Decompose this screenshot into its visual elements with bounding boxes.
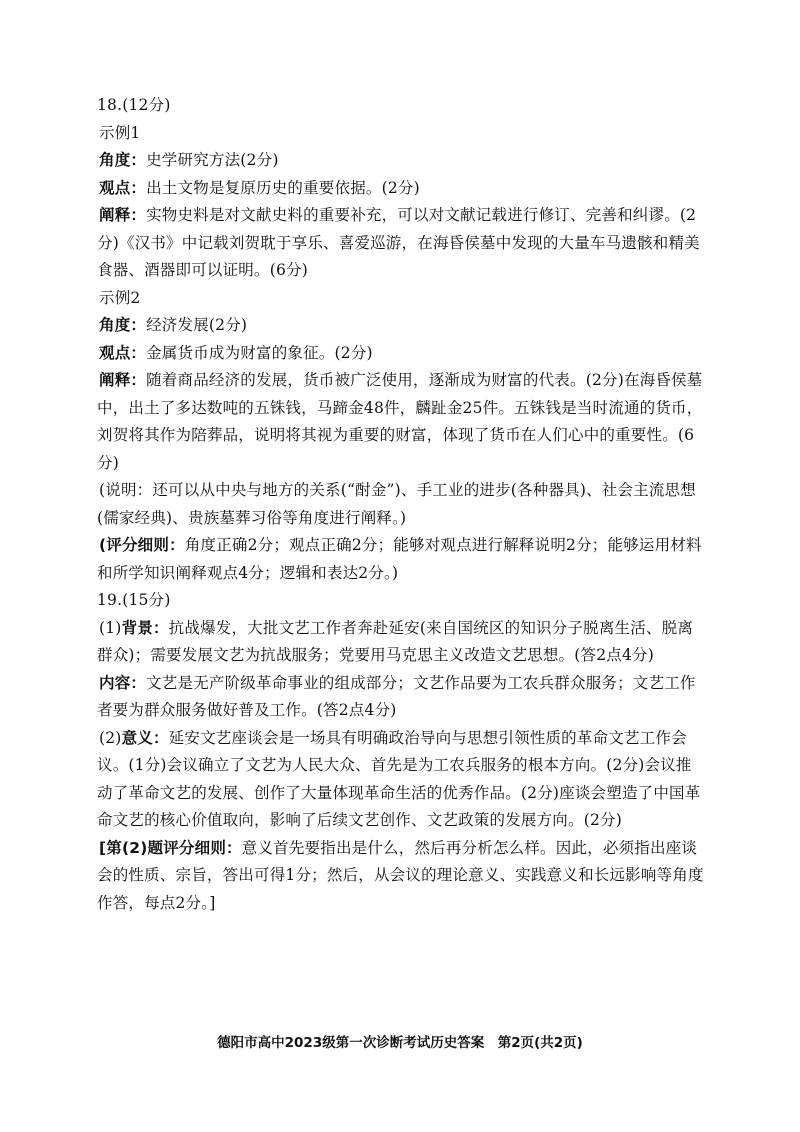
- angle-label: 角度：: [99, 151, 147, 169]
- scoring-text: 意义首先要指出是什么，然后再分析怎么样。因此，必须指出座谈会的性质、宗旨，答出可得1分；然后，从会议的理论意义、实践意义和长远影响等角度作答，每点2分。]: [97, 838, 704, 912]
- example1-view: [97, 175, 705, 203]
- angle-label: 角度：: [99, 316, 147, 334]
- example1-title: 示例1: [99, 123, 141, 142]
- view-label: 观点：: [99, 343, 147, 362]
- content-text: 文艺是无产阶级革命事业的组成部分；文艺作品要为工农兵群众服务；文艺工作者要为群众服务做好普及工作。(答2点4分): [97, 673, 696, 719]
- meaning-label: 意义：: [121, 728, 169, 747]
- scoring-label: [第(2)题评分细则：: [99, 838, 242, 857]
- example2-angle: [97, 312, 705, 340]
- background-text: 抗战爆发，大批文艺工作者奔赴延安(来自国统区的知识分子脱离生活、脱离群众)；需要发展文艺为抗战服务；党要用马克思主义改造文艺思想。(答2点4分): [97, 618, 694, 664]
- part2-prefix: (2): [99, 728, 122, 747]
- answer-content: [97, 92, 705, 917]
- background-label: 背景：: [121, 618, 169, 637]
- page-footer: 德阳市高中2023级第一次诊断考试历史答案 第2页(共2页): [217, 1035, 583, 1051]
- q19-scoring: [97, 835, 705, 918]
- q19-content: [97, 670, 705, 725]
- meaning-text: 延安文艺座谈会是一场具有明确政治导向与思想引领性质的革命文艺工作会议。(1分)会议确立了文艺为人民大众、首先是为工农兵服务的根本方向。(2分)会议推动了革命文艺的发展、创作了大量体现革命生活的优秀作品。(2分)座谈会塑造了中国革命文艺的核心价值取向，影响了后续文艺创作、文艺政策的发展方向。(2分): [97, 728, 701, 829]
- explain-text: 随着商品经济的发展，货币被广泛使用，逐渐成为财富的代表。(2分)在海昏侯墓中，出土了多达数吨的五铢钱，马蹄金48件，麟趾金25件。五铢钱是当时流通的货币，刘贺将其作为陪葬品，说明将其视为重要的财富，体现了货币在人们心中的重要性。(6分): [97, 371, 703, 472]
- explain-text: 实物史料是对文献史料的重要补充，可以对文献记载进行修订、完善和纠谬。(2分)《汉书》中记载刘贺耽于享乐、喜爱巡游，在海昏侯墓中发现的大量车马遗骸和精美食器、酒器即可以证明。(6分): [97, 206, 700, 279]
- view-text: 金属货币成为财富的象征。(2分): [146, 343, 373, 362]
- q19-background: [97, 615, 705, 670]
- angle-text: 史学研究方法(2分): [146, 151, 279, 169]
- example2-view: [97, 340, 705, 368]
- view-text: 出土文物是复原历史的重要依据。(2分): [146, 178, 420, 197]
- angle-text: 经济发展(2分): [146, 316, 248, 334]
- q18-note: (说明：还可以从中央与地方的关系(“酎金”)、手工业的进步(各种器具)、社会主流思想(儒家经典)、贵族墓葬习俗等角度进行阐释。): [97, 481, 696, 527]
- view-label: 观点：: [99, 178, 147, 197]
- content-label: 内容：: [99, 673, 147, 692]
- explain-label: 阐释：: [99, 371, 147, 389]
- scoring-label: (评分细则：: [99, 536, 185, 554]
- example2-explain: [97, 367, 705, 477]
- example1-angle: [97, 147, 705, 175]
- example2-title: 示例2: [99, 288, 141, 307]
- scoring-text: 角度正确2分；观点正确2分；能够对观点进行解释说明2分；能够运用材料和所学知识阐释观点4分；逻辑和表达2分。): [97, 536, 702, 582]
- explain-label: 阐释：: [99, 206, 147, 224]
- q19-header: 19.(15分): [97, 591, 171, 609]
- q18-scoring: [97, 532, 705, 587]
- q19-meaning: [97, 725, 705, 835]
- example1-explain: [97, 202, 705, 285]
- q18-header: 18.(12分): [97, 96, 171, 114]
- part1-prefix: (1): [99, 618, 122, 637]
